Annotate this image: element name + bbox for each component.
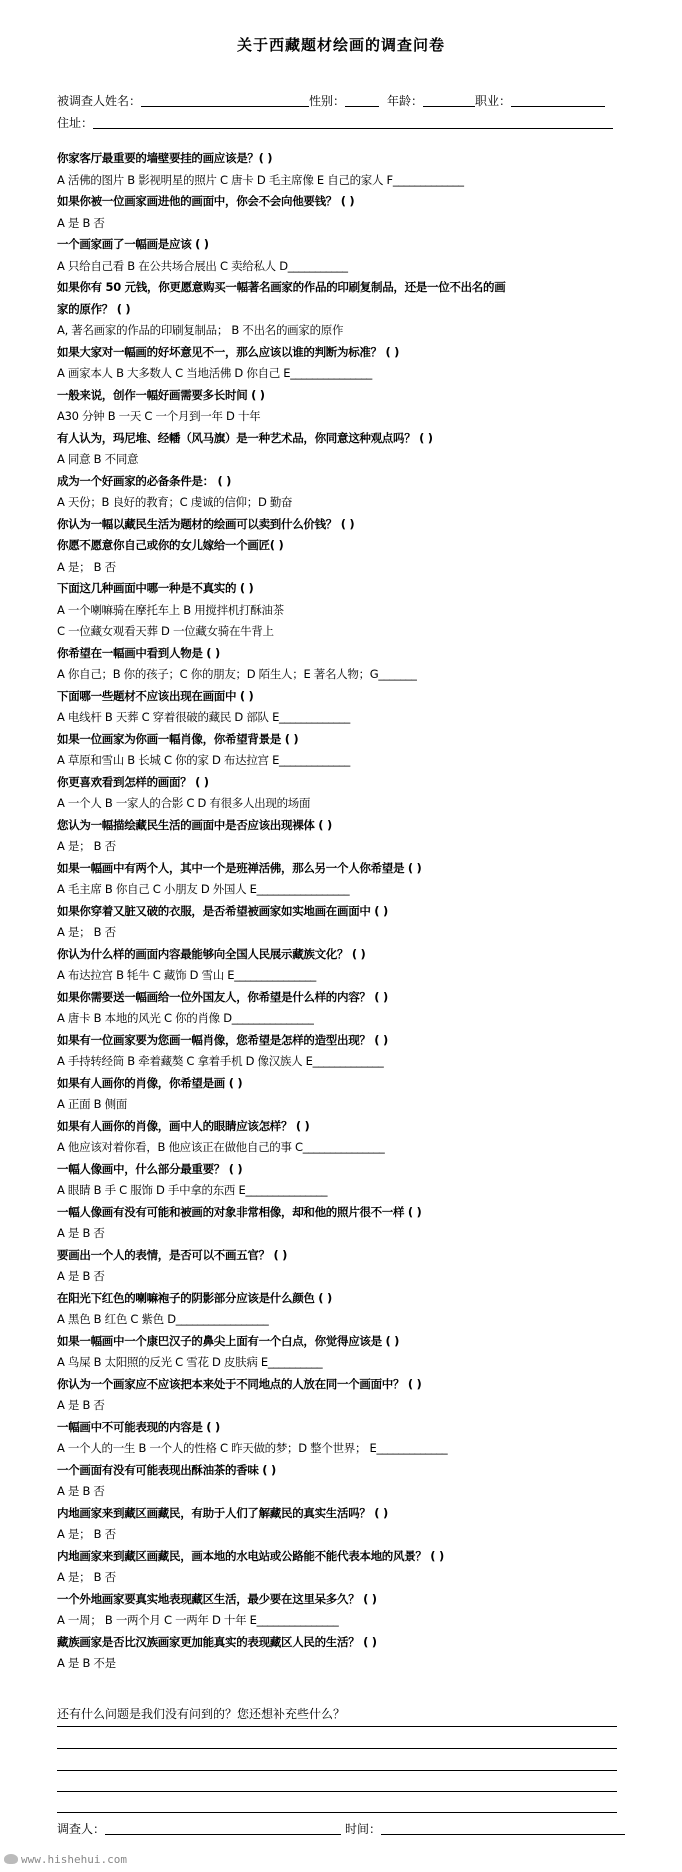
question-text: 一个画家画了一幅画是应该 ( ) <box>57 237 209 251</box>
name-field[interactable] <box>141 93 309 107</box>
question-text: 家的原作？ ( ) <box>57 302 131 316</box>
answer-options: C 一位藏女观看天葬 D 一位藏女骑在牛背上 <box>57 624 274 638</box>
respondent-info-row <box>57 92 605 109</box>
answer-line[interactable] <box>57 1726 617 1727</box>
answer-options: A 画家本人 B 大多数人 C 当地活佛 D 你自己 E_______________ <box>57 366 373 380</box>
answer-line[interactable] <box>57 1770 617 1771</box>
address-field[interactable] <box>93 115 613 129</box>
answer-options: A 是 B 否 <box>57 1269 105 1283</box>
answer-options: A30 分钟 B 一天 C 一个月到一年 D 十年 <box>57 409 261 423</box>
question-text: 你家客厅最重要的墙壁要挂的画应该是？( ) <box>57 151 273 165</box>
answer-options: A 毛主席 B 你自己 C 小朋友 D 外国人 E_________________ <box>57 882 350 896</box>
address-row <box>57 114 613 131</box>
watermark-text: www.hishehui.com <box>21 1853 127 1866</box>
time-field[interactable] <box>381 1821 625 1835</box>
answer-options: A 是 B 不是 <box>57 1656 116 1670</box>
question-text: 如果大家对一幅画的好坏意见不一，那么应该以谁的判断为标准？ ( ) <box>57 345 400 359</box>
age-label: 年龄： <box>387 94 424 108</box>
question-text: 内地画家来到藏区画藏民，有助于人们了解藏民的真实生活吗？ ( ) <box>57 1506 388 1520</box>
investigator-field[interactable] <box>105 1821 341 1835</box>
question-text: 如果你被一位画家画进他的画面中，你会不会向他要钱？ ( ) <box>57 194 355 208</box>
answer-options: A 是； B 否 <box>57 925 116 939</box>
answer-options: A 布达拉宫 B 牦牛 C 藏饰 D 雪山 E_______________ <box>57 968 317 982</box>
question-text: 如果你有 50 元钱，你更愿意购买一幅著名画家的作品的印刷复制品，还是一位不出名的画 <box>57 280 506 294</box>
answer-options: A 黑色 B 红色 C 紫色 D_________________ <box>57 1312 269 1326</box>
answer-options: A 天份；B 良好的教育；C 虔诚的信仰；D 勤奋 <box>57 495 293 509</box>
question-text: 一幅人像画有没有可能和被画的对象非常相像，却和他的照片很不一样 ( ) <box>57 1205 422 1219</box>
answer-line[interactable] <box>57 1791 617 1792</box>
question-text: 您认为一幅描绘藏民生活的画面中是否应该出现裸体 ( ) <box>57 818 332 832</box>
answer-options: A 一个人的一生 B 一个人的性格 C 昨天做的梦；D 整个世界； E_____________ <box>57 1441 448 1455</box>
answer-options: A 同意 B 不同意 <box>57 452 139 466</box>
answer-options: A 是； B 否 <box>57 1527 116 1541</box>
answer-options: A 唐卡 B 本地的风光 C 你的肖像 D_______________ <box>57 1011 314 1025</box>
investigator-label: 调查人： <box>57 1822 106 1836</box>
watermark <box>4 1853 127 1866</box>
answer-options: A 电线杆 B 天葬 C 穿着很破的藏民 D 部队 E_____________ <box>57 710 350 724</box>
answer-options: A, 著名画家的作品的印刷复制品； B 不出名的画家的原作 <box>57 323 344 337</box>
question-text: 你认为一幅以藏民生活为题材的绘画可以卖到什么价钱？ ( ) <box>57 517 355 531</box>
gender-label: 性别： <box>309 94 346 108</box>
question-text: 藏族画家是否比汉族画家更加能真实的表现藏区人民的生活？ ( ) <box>57 1635 377 1649</box>
answer-options: A 眼睛 B 手 C 服饰 D 手中拿的东西 E_______________ <box>57 1183 328 1197</box>
question-text: 如果一幅画中一个康巴汉子的鼻尖上面有一个白点，你觉得应该是 ( ) <box>57 1334 400 1348</box>
answer-options: A 是 B 否 <box>57 1398 105 1412</box>
job-label: 职业： <box>475 94 512 108</box>
answer-options: A 是 B 否 <box>57 1484 105 1498</box>
question-text: 内地画家来到藏区画藏民，画本地的水电站或公路能不能代表本地的风景？ ( ) <box>57 1549 444 1563</box>
question-text: 你认为什么样的画面内容最能够向全国人民展示藏族文化？ ( ) <box>57 947 366 961</box>
question-text: 在阳光下红色的喇嘛袍子的阴影部分应该是什么颜色 ( ) <box>57 1291 332 1305</box>
question-text: 下面这几种画面中哪一种是不真实的 ( ) <box>57 581 254 595</box>
question-text: 如果一幅画中有两个人，其中一个是班禅活佛，那么另一个人你希望是 ( ) <box>57 861 422 875</box>
answer-options: A 一周； B 一两个月 C 一两年 D 十年 E_______________ <box>57 1613 339 1627</box>
answer-options: A 是； B 否 <box>57 839 116 853</box>
answer-options: A 鸟屎 B 太阳照的反光 C 雪花 D 皮肤病 E__________ <box>57 1355 323 1369</box>
question-text: 一个外地画家要真实地表现藏区生活，最少要在这里呆多久？ ( ) <box>57 1592 377 1606</box>
answer-options: A 他应该对着你看，B 他应该正在做他自己的事 C_______________ <box>57 1140 385 1154</box>
answer-line[interactable] <box>57 1812 617 1813</box>
answer-options: A 一个喇嘛骑在摩托车上 B 用搅拌机打酥油茶 <box>57 603 284 617</box>
gender-field[interactable] <box>345 93 379 107</box>
time-label: 时间： <box>345 1822 382 1836</box>
question-text: 你认为一个画家应不应该把本来处于不同地点的人放在同一个画面中？ ( ) <box>57 1377 422 1391</box>
question-text: 一幅画中不可能表现的内容是 ( ) <box>57 1420 220 1434</box>
answer-options: A 草原和雪山 B 长城 C 你的家 D 布达拉宫 E_____________ <box>57 753 350 767</box>
answer-line[interactable] <box>57 1748 617 1749</box>
answer-options: A 是 B 否 <box>57 216 105 230</box>
question-text: 一幅人像画中，什么部分最重要？ ( ) <box>57 1162 243 1176</box>
question-text: 下面哪一些题材不应该出现在画面中 ( ) <box>57 689 254 703</box>
question-text: 你更喜欢看到怎样的画面？ ( ) <box>57 775 209 789</box>
question-text: 你希望在一幅画中看到人物是 ( ) <box>57 646 220 660</box>
address-label: 住址： <box>57 116 94 130</box>
question-text: 成为一个好画家的必备条件是： ( ) <box>57 474 232 488</box>
answer-options: A 是； B 否 <box>57 560 116 574</box>
age-field[interactable] <box>423 93 475 107</box>
answer-options: A 你自己；B 你的孩子；C 你的朋友；D 陌生人；E 著名人物；G_______ <box>57 667 417 681</box>
question-text: 你愿不愿意你自己或你的女儿嫁给一个画匠( ) <box>57 538 284 552</box>
answer-options: A 正面 B 侧面 <box>57 1097 128 1111</box>
question-text: 如果一位画家为你画一幅肖像，你希望背景是 ( ) <box>57 732 299 746</box>
question-text: 一般来说，创作一幅好画需要多长时间 ( ) <box>57 388 265 402</box>
answer-options: A 是 B 否 <box>57 1226 105 1240</box>
answer-options: A 是； B 否 <box>57 1570 116 1584</box>
question-text: 如果有人画你的肖像，画中人的眼睛应该怎样？ ( ) <box>57 1119 310 1133</box>
watermark-bird-icon <box>4 1854 18 1864</box>
job-field[interactable] <box>511 93 605 107</box>
closing-question: 还有什么问题是我们没有问到的？您还想补充些什么？ <box>57 1707 346 1721</box>
answer-options: A 一个人 B 一家人的合影 C D 有很多人出现的场面 <box>57 796 311 810</box>
question-text: 要画出一个人的表情，是否可以不画五官？ ( ) <box>57 1248 288 1262</box>
question-text: 如果你需要送一幅画给一位外国友人，你希望是什么样的内容？ ( ) <box>57 990 388 1004</box>
question-text: 一个画面有没有可能表现出酥油茶的香味 ( ) <box>57 1463 276 1477</box>
answer-options: A 只给自己看 B 在公共场合展出 C 卖给私人 D___________ <box>57 259 348 273</box>
question-text: 如果有人画你的肖像，你希望是画 ( ) <box>57 1076 243 1090</box>
question-text: 有人认为，玛尼堆、经幡（风马旗）是一种艺术品，你同意这种观点吗？ ( ) <box>57 431 433 445</box>
question-text: 如果你穿着又脏又破的衣服，是否希望被画家如实地画在画面中 ( ) <box>57 904 388 918</box>
name-label: 被调查人姓名： <box>57 94 142 108</box>
page-title: 关于西藏题材绘画的调查问卷 <box>236 36 445 54</box>
answer-options: A 手持转经筒 B 牵着藏獒 C 拿着手机 D 像汉族人 E_____________ <box>57 1054 384 1068</box>
answer-options: A 活佛的图片 B 影视明星的照片 C 唐卡 D 毛主席像 E 自己的家人 F_____________ <box>57 173 464 187</box>
footer-row <box>57 1820 625 1837</box>
question-text: 如果有一位画家要为您画一幅肖像，您希望是怎样的造型出现？ ( ) <box>57 1033 388 1047</box>
